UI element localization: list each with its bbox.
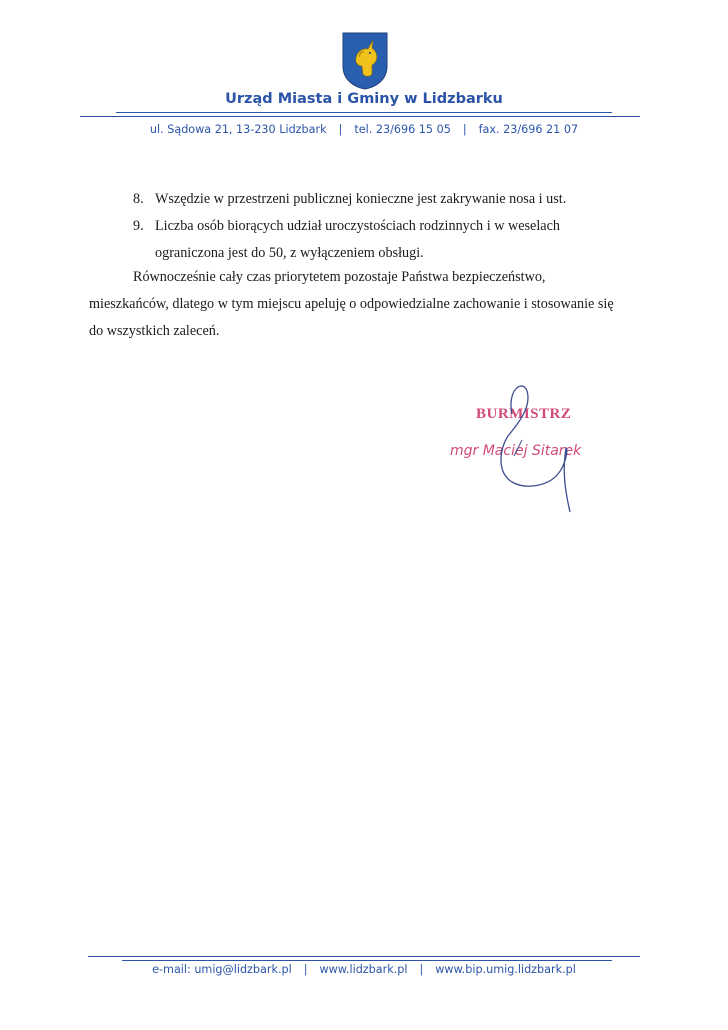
- unicorn-crest-icon: [342, 32, 388, 90]
- stamp-name: mgr Maciej Sitarek: [450, 443, 582, 459]
- stamp-title: BURMISTRZ: [476, 406, 572, 422]
- header-divider-top: [116, 112, 612, 113]
- separator: |: [462, 123, 467, 136]
- list-text: Wszędzie w przestrzeni publicznej konieczne jest zakrywanie nosa i ust.: [155, 191, 567, 207]
- separator: |: [338, 123, 343, 136]
- list-item-8: [133, 186, 566, 213]
- office-name: Urząd Miasta i Gminy w Lidzbarku: [225, 91, 503, 107]
- closing-paragraph-line: Równocześnie cały czas priorytetem pozostaje Państwa bezpieczeństwo,: [133, 269, 546, 285]
- separator: |: [303, 963, 308, 976]
- closing-paragraph-line: do wszystkich zaleceń.: [89, 323, 220, 339]
- phone-text: tel. 23/696 15 05: [354, 123, 451, 136]
- footer-email: e-mail: umig@lidzbark.pl: [152, 963, 292, 976]
- list-text: Liczba osób biorących udział uroczystościach rodzinnych i w weselach: [155, 218, 560, 234]
- address-text: ul. Sądowa 21, 13-230 Lidzbark: [149, 123, 327, 136]
- header-divider-bottom: [80, 116, 640, 117]
- signature-icon: [470, 378, 590, 514]
- footer-divider-top: [88, 956, 640, 957]
- list-text-continued: ograniczona jest do 50, z wyłączeniem obsługi.: [155, 245, 424, 261]
- footer-website: www.lidzbark.pl: [319, 963, 408, 976]
- contact-line: [0, 123, 728, 136]
- footer-bip: www.bip.umig.lidzbark.pl: [435, 963, 576, 976]
- list-number: 9.: [133, 218, 144, 234]
- fax-text: fax. 23/696 21 07: [478, 123, 579, 136]
- footer-contact: [0, 963, 728, 976]
- closing-paragraph-line: mieszkańców, dlatego w tym miejscu apeluję o odpowiedzialne zachowanie i stosowanie się: [89, 296, 614, 312]
- list-item-9: [133, 213, 560, 240]
- list-number: 8.: [133, 191, 144, 207]
- footer-divider-bottom: [122, 960, 612, 961]
- separator: |: [419, 963, 424, 976]
